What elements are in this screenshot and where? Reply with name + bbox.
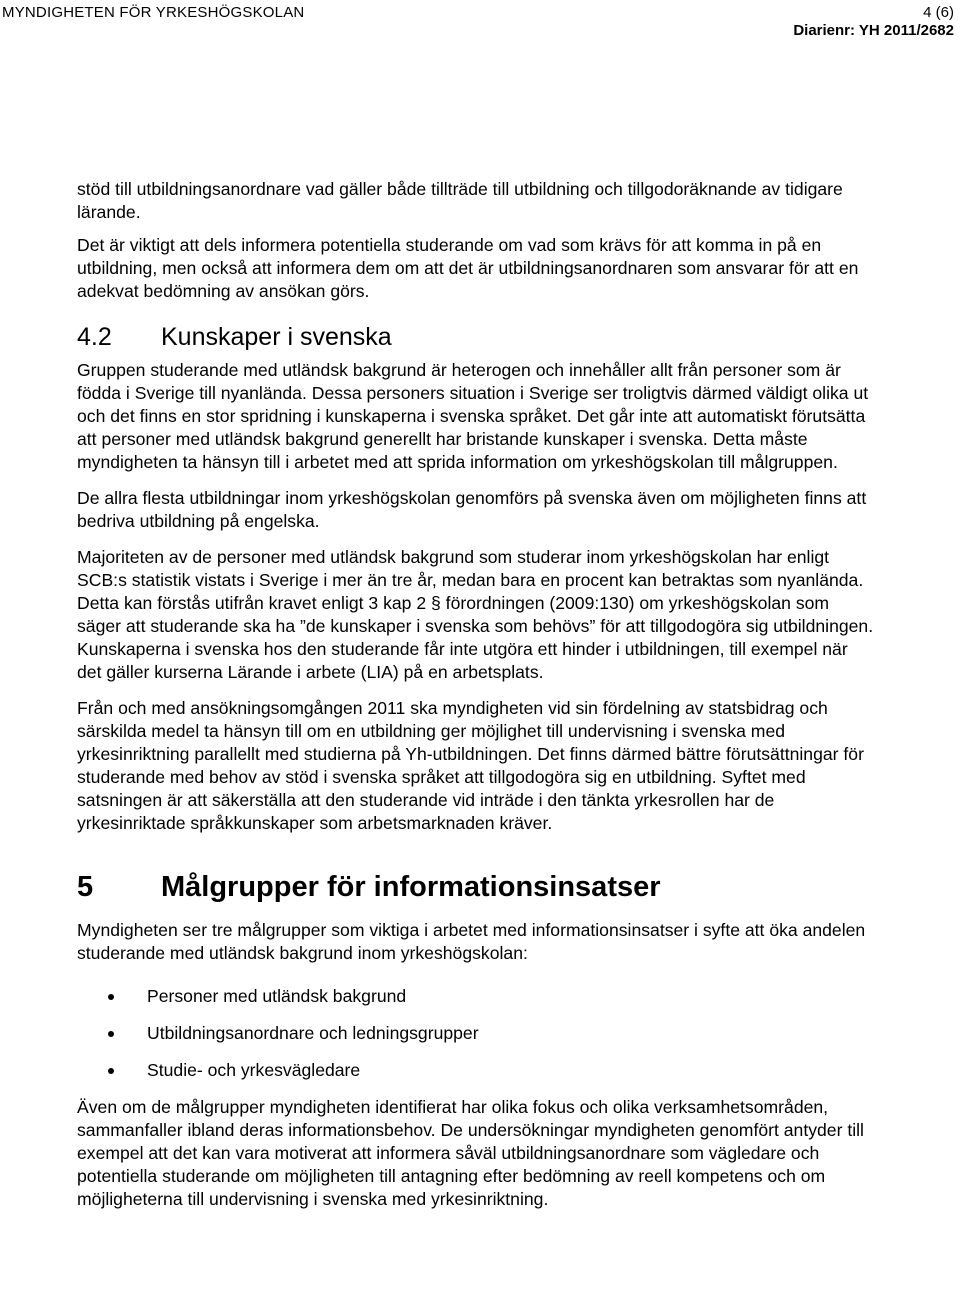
page-header [0,0,960,48]
section-4-2-number: 4.2 [77,323,112,351]
section-5-intro: Myndigheten ser tre målgrupper som viktiga i arbetet med informationsinsatser i syfte att öka andelen studerande med utländsk bakgrund inom yrkeshögskolan: [77,920,866,963]
section-5-heading [77,869,877,905]
bullet-icon [108,1068,114,1074]
header-diarie: Diarienr: YH 2011/2682 [793,22,954,39]
list-item-label: Studie- och yrkesvägledare [147,1060,361,1080]
section-5-title: Målgrupper för informationsinsatser [161,871,661,903]
list-item-label: Utbildningsanordnare och ledningsgrupper [147,1023,479,1043]
intro-paragraph-2: Det är viktigt att dels informera potentiella studerande om vad som krävs för att komma in på en utbildning, men också att informera dem om att det är utbildningsanordnaren som ansvarar för att en adekvat bedömning av ansökan görs. [77,235,859,301]
section-4-2-heading [77,321,877,353]
list-item [77,1022,877,1045]
list-item [77,985,877,1008]
section-4-2-paragraph-2: De allra flesta utbildningar inom yrkeshögskolan genomförs på svenska även om möjligheten finns att bedriva utbildning på engelska. [77,488,867,531]
section-4-2-paragraph-1: Gruppen studerande med utländsk bakgrund är heterogen och innehåller allt från personer som är födda i Sverige till nyanlända. Dessa personers situation i Sverige ser troligtvis därmed väldigt olika ut och det finns en stor spridning i kunskaperna i svenska språket. Det går inte att automatiskt förutsätta att personer med utländsk bakgrund generellt har bristande kunskaper i svenska. Detta måste myndigheten ta hänsyn till i arbetet med att sprida information om yrkeshögskolan till målgruppen. [77,360,869,472]
section-4-2-paragraph-4: Från och med ansökningsomgången 2011 ska myndigheten vid sin fördelning av statsbidrag och särskilda medel ta hänsyn till om en utbildning ger möjlighet till undervisning i svenska med yrkesinriktning parallellt med studierna på Yh-utbildningen. Det finns därmed bättre förutsättningar för studerande med behov av stöd i svenska språket att tillgodogöra sig en utbildning. Syftet med satsningen är att säkerställa att den studerande vid inträde i den tänkta yrkesrollen har de yrkesinriktade språkkunskaper som arbetsmarknaden kräver. [77,698,864,833]
header-page-number: 4 (6) [923,4,954,21]
list-item-label: Personer med utländsk bakgrund [147,986,407,1006]
section-4-2-title: Kunskaper i svenska [161,323,392,351]
section-5-number: 5 [77,871,94,903]
target-group-list [77,985,877,1082]
bullet-icon [108,1031,114,1037]
document-body [77,178,877,1211]
section-4-2-paragraph-3: Majoriteten av de personer med utländsk bakgrund som studerar inom yrkeshögskolan har enligt SCB:s statistik vistats i Sverige i mer än tre år, medan bara en procent kan betraktas som nyanlända. Detta kan förstås utifrån kravet enligt 3 kap 2 § förordningen (2009:130) om yrkeshögskolan som säger att studerande ska ha ”de kunskaper i svenska som behövs” för att tillgodogöra sig utbildningen. Kunskaperna i svenska hos den studerande får inte utgöra ett hinder i utbildningen, till exempel när det gäller kurserna Lärande i arbete (LIA) på en arbetsplats. [77,547,874,682]
section-5-closing: Även om de målgrupper myndigheten identifierat har olika fokus och olika verksamhetsområden, sammanfaller ibland deras informationsbehov. De undersökningar myndigheten genomfört antyder till exempel att det kan vara motiverat att informera såväl utbildningsanordnare som vägledare och potentiella studerande om möjligheten till antagning efter bedömning av reell kompetens och om möjligheterna till undervisning i svenska med yrkesinriktning. [77,1097,864,1209]
intro-paragraph-1: stöd till utbildningsanordnare vad gäller både tillträde till utbildning och tillgodoräknande av tidigare lärande. [77,179,843,222]
list-item [77,1059,877,1082]
header-org: MYNDIGHETEN FÖR YRKESHÖGSKOLAN [2,4,305,21]
bullet-icon [108,994,114,1000]
